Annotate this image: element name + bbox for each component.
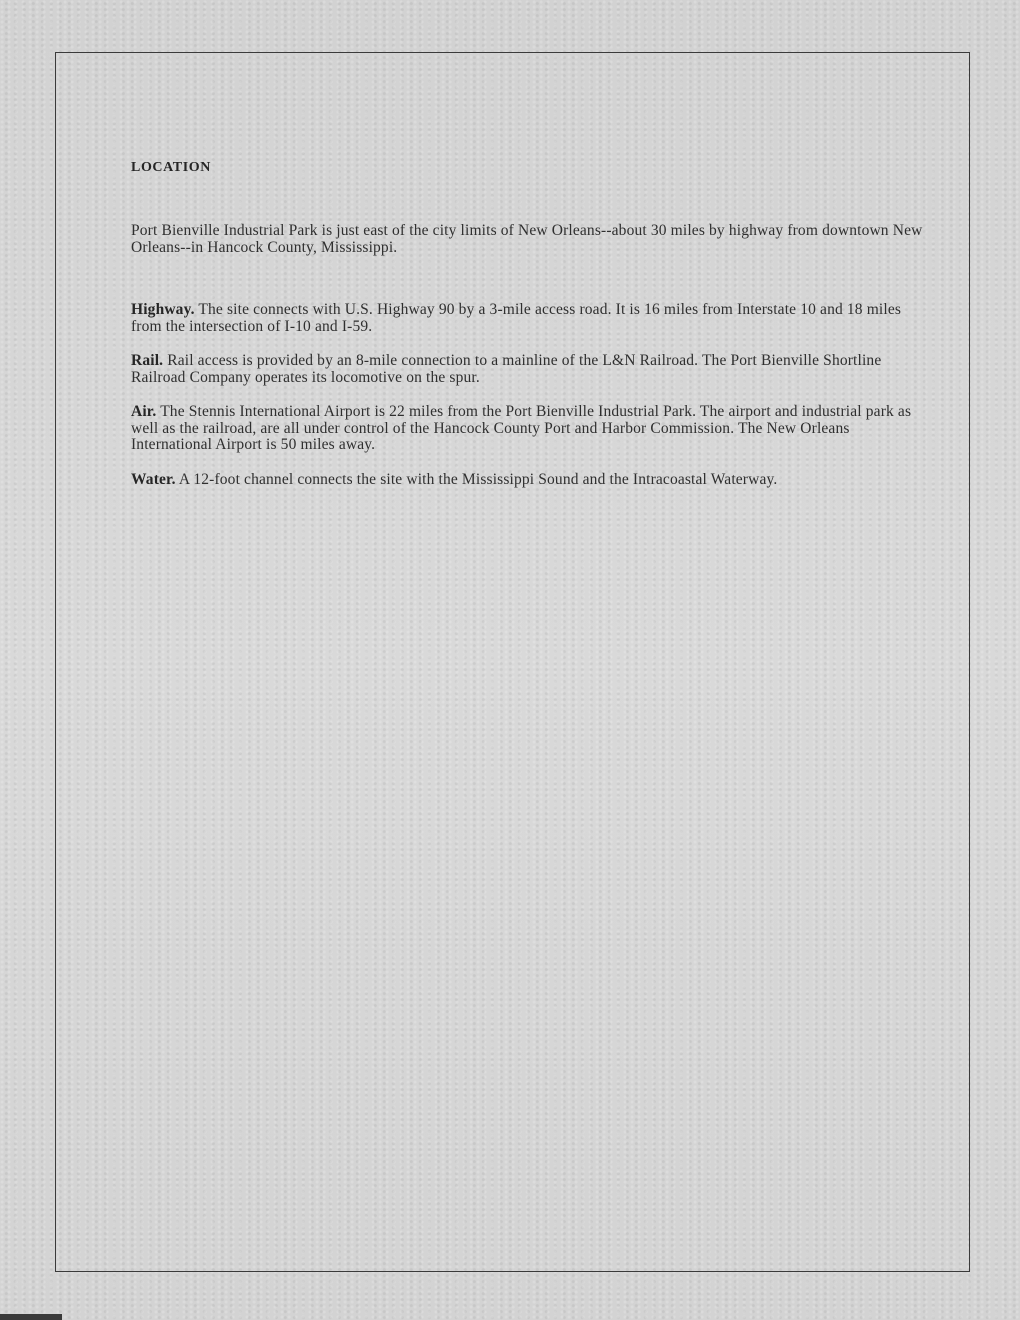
rail-paragraph	[131, 353, 926, 386]
rail-lead: Rail.	[131, 352, 164, 369]
highway-paragraph	[131, 302, 926, 335]
rail-text: Rail access is provided by an 8-mile connection to a mainline of the L&N Railroad. The Port Bienville Shortline Railroad Company operates its locomotive on the spur.	[131, 352, 882, 386]
air-paragraph	[131, 404, 926, 454]
air-text: The Stennis International Airport is 22 miles from the Port Bienville Industrial Park. The airport and industrial park as well as the railroad, are all under control of the Hancock County Port and Harbor Commission. The New Orleans International Airport is 50 miles away.	[131, 403, 912, 453]
highway-text: The site connects with U.S. Highway 90 by a 3-mile access road. It is 16 miles from Interstate 10 and 18 miles from the intersection of I-10 and I-59.	[131, 301, 902, 335]
scan-edge-mark	[0, 1314, 62, 1320]
section-heading: LOCATION	[131, 160, 211, 175]
air-lead: Air.	[131, 403, 157, 420]
highway-lead: Highway.	[131, 301, 195, 318]
water-lead: Water.	[131, 470, 176, 488]
water-paragraph	[131, 472, 926, 489]
intro-paragraph: Port Bienville Industrial Park is just east of the city limits of New Orleans--about 30 miles by highway from downtown New Orleans--in Hancock County, Mississippi.	[131, 222, 923, 256]
water-text: A 12-foot channel connects the site with the Mississippi Sound and the Intracoastal Waterway.	[178, 470, 778, 488]
document-body	[131, 160, 926, 506]
